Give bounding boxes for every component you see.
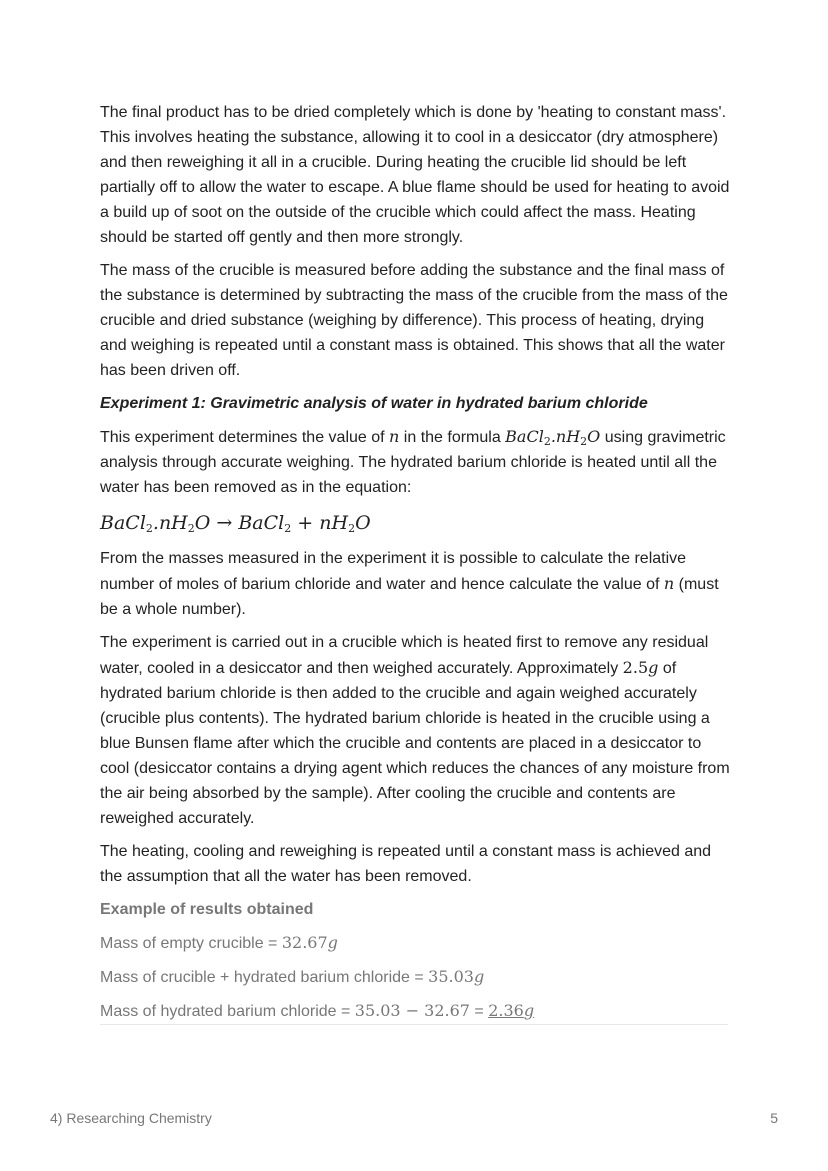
result-hydrated-mass: Mass of hydrated barium chloride = 35.03 − 32.67 = 2.36g <box>100 1001 535 1020</box>
paragraph-repeat-heating: The heating, cooling and reweighing is repeated until a constant mass is achieved and the assumption that all the water has been removed. <box>100 843 712 885</box>
paragraph-moles-calculation: From the masses measured in the experiment it is possible to calculate the relative number of moles of barium chloride and water and hence calculate the value of n (must be a whole number). <box>100 550 719 618</box>
underlined-answer: 2.36g <box>488 1001 535 1020</box>
main-content <box>100 100 730 1032</box>
results-heading: Example of results obtained <box>100 901 314 918</box>
section-divider <box>100 1024 728 1025</box>
result-empty-crucible: Mass of empty crucible = 32.67g <box>100 933 338 952</box>
paragraph-weighing-by-difference: The mass of the crucible is measured before adding the substance and the final mass of the substance is determined by subtracting the mass of the crucible from the mass of the crucible and dried substance (weighing by difference). This process of heating, drying and weighing is repeated until a constant mass is obtained. This shows that all the water has been driven off. <box>100 262 728 379</box>
paragraph-experiment-intro: This experiment determines the value of n in the formula $BaCl_2.nH_2O$ using gravimetric analysis through accurate weighing. The hydrated barium chloride is heated until all the water has been removed as in the equation: <box>100 427 726 496</box>
dehydration-equation: $BaCl_2.nH_2O$ → BaCl$_2$ + $nH_2O$ <box>100 512 371 535</box>
paragraph-heating-to-constant-mass: The final product has to be dried completely which is done by 'heating to constant mass'. This involves heating the substance, allowing it to cool in a desiccator (dry atmosphere) and then reweighing it all in a crucible. During heating the crucible lid should be left partially off to allow the water to escape. A blue flame should be used for heating to avoid a build up of soot on the outside of the crucible which could affect the mass. Heating should be started off gently and then more strongly. <box>100 104 730 246</box>
result-crucible-plus-sample: Mass of crucible + hydrated barium chloride = 35.03g <box>100 967 485 986</box>
arrow-symbol: → <box>210 512 239 534</box>
experiment-heading: Experiment 1: Gravimetric analysis of water in hydrated barium chloride <box>100 395 648 412</box>
paragraph-procedure: The experiment is carried out in a crucible which is heated first to remove any residual water, cooled in a desiccator and then weighed accurately. Approximately 2.5g of hydrated barium chloride is then added to the crucible and again weighed accurately (crucible plus contents). The hydrated barium chloride is heated in the crucible using a blue Bunsen flame after which the crucible and contents are placed in a desiccator to cool (desiccator contains a drying agent which reduces the chances of any moisture from the air being absorbed by the sample). After cooling the crucible and contents are reweighed accurately. <box>100 634 730 827</box>
footer-page-number: 5 <box>770 1110 778 1126</box>
footer-chapter-title: 4) Researching Chemistry <box>50 1110 212 1126</box>
formula-hydrated-barium-chloride: $BaCl_2.nH_2O$ <box>505 427 601 448</box>
